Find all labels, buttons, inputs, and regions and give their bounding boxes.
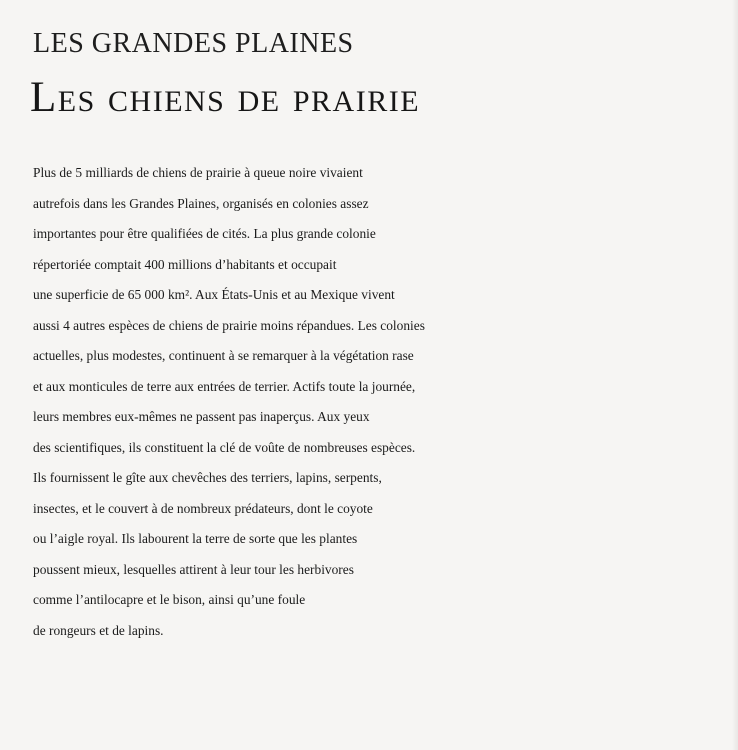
- paragraph-line: ou l’aigle royal. Ils labourent la terre de sorte que les plantes: [33, 531, 358, 546]
- paragraph-line: actuelles, plus modestes, continuent à se remarquer à la végétation rase: [33, 348, 414, 363]
- paragraph-line: importantes pour être qualifiées de cités. La plus grande colonie: [33, 226, 376, 241]
- paragraph-line: comme l’antilocapre et le bison, ainsi qu’une foule: [33, 592, 306, 607]
- paragraph-line: Ils fournissent le gîte aux chevêches des terriers, lapins, serpents,: [33, 470, 382, 485]
- paragraph-line: insectes, et le couvert à de nombreux prédateurs, dont le coyote: [33, 500, 373, 516]
- paragraph-line: une superficie de 65 000 km². Aux États-Unis et au Mexique vivent: [33, 287, 395, 302]
- paragraph-line: Plus de 5 milliards de chiens de prairie à queue noire vivaient: [33, 165, 363, 180]
- paragraph-line: de rongeurs et de lapins.: [33, 622, 164, 638]
- paragraph-line: leurs membres eux-mêmes ne passent pas inaperçus. Aux yeux: [33, 409, 370, 424]
- paragraph-line: des scientifiques, ils constituent la clé de voûte de nombreuses espèces.: [33, 439, 416, 455]
- page-title: Les chiens de prairie: [30, 74, 421, 121]
- paragraph-line: et aux monticules de terre aux entrées de terrier. Actifs toute la journée,: [33, 378, 416, 394]
- paragraph-line: répertoriée comptait 400 millions d’habitants et occupait: [33, 256, 337, 272]
- paragraph-line: autrefois dans les Grandes Plaines, organisés en colonies assez: [33, 195, 369, 211]
- page-edge-shadow: [732, 0, 738, 750]
- paragraph-line: aussi 4 autres espèces de chiens de prairie moins répandues. Les colonies: [33, 317, 425, 333]
- paragraph-line: poussent mieux, lesquelles attirent à leur tour les herbivores: [33, 561, 354, 577]
- section-label: LES GRANDES PLAINES: [33, 28, 354, 59]
- body-paragraph: [33, 158, 733, 646]
